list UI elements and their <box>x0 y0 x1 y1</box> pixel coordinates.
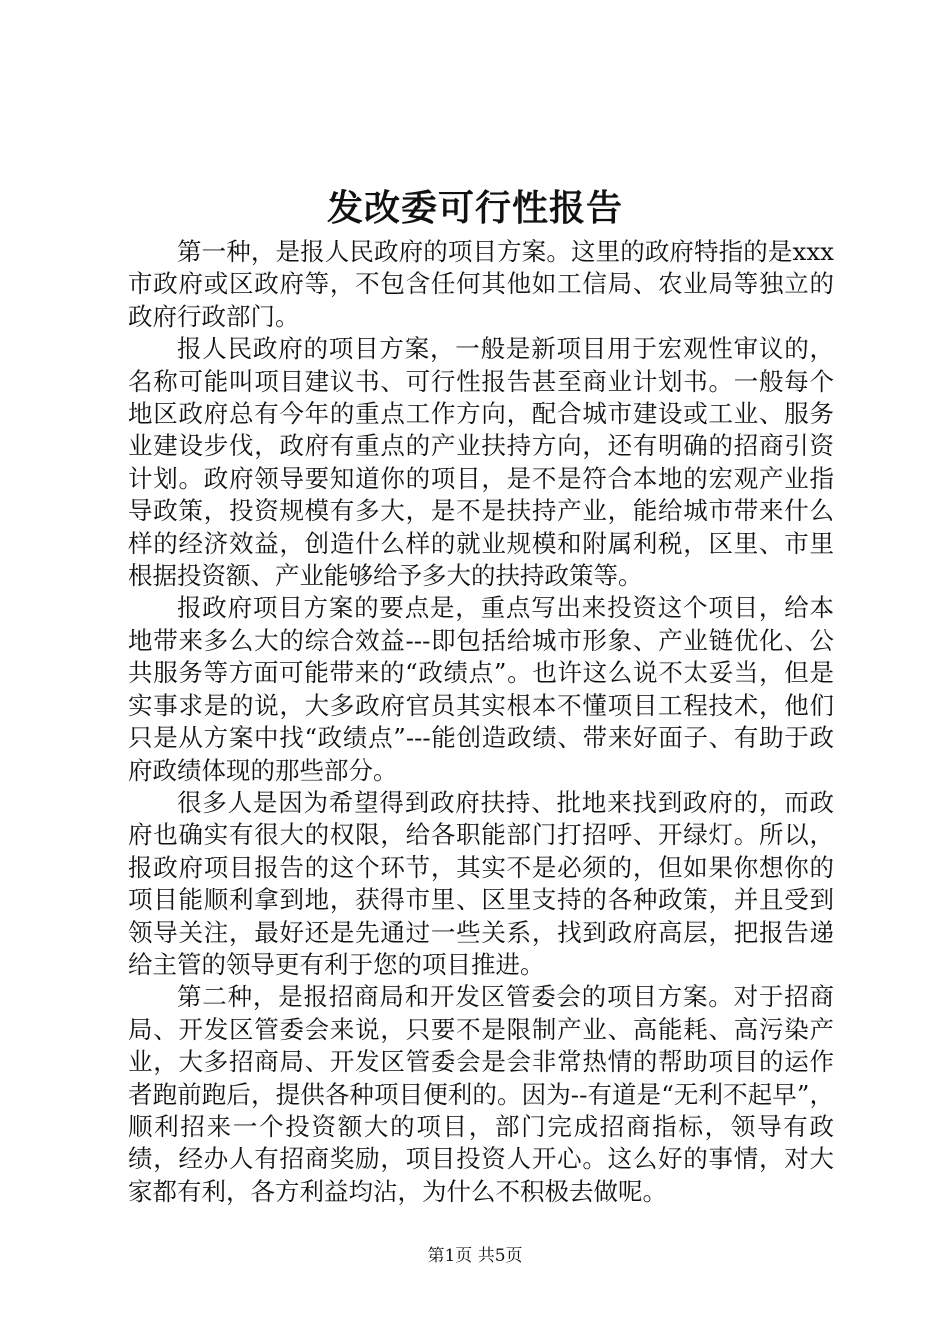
paragraph-5: 第二种，是报招商局和开发区管委会的项目方案。对于招商局、开发区管委会来说，只要不是限制产业、高能耗、高污染产业，大多招商局、开发区管委会是会非常热情的帮助项目的运作者跑前跑后，提供各种项目便利的。因为--有道是“无利不起早”，顺利招来一个投资额大的项目，部门完成招商指标，领导有政绩，经办人有招商奖励，项目投资人开心。这么好的事情，对大家都有利，各方利益均沾，为什么不积极去做呢。 <box>128 982 834 1206</box>
paragraph-1: 第一种，是报人民政府的项目方案。这里的政府特指的是xxx市政府或区政府等，不包含任何其他如工信局、农业局等独立的政府行政部门。 <box>128 237 834 331</box>
paragraph-2: 报人民政府的项目方案，一般是新项目用于宏观性审议的，名称可能叫项目建议书、可行性报告甚至商业计划书。一般每个地区政府总有今年的重点工作方向，配合城市建设或工业、服务业建设步伐，政府有重点的产业扶持方向，还有明确的招商引资计划。政府领导要知道你的项目，是不是符合本地的宏观产业指导政策，投资规模有多大，是不是扶持产业，能给城市带来什么样的经济效益，创造什么样的就业规模和附属利税，区里、市里根据投资额、产业能够给予多大的扶持政策等。 <box>128 334 834 591</box>
page-number-footer: 第1页 共5页 <box>427 1246 523 1266</box>
document-title: 发改委可行性报告 <box>326 187 623 229</box>
document-body <box>128 236 834 1208</box>
paragraph-4: 很多人是因为希望得到政府扶持、批地来找到政府的，而政府也确实有很大的权限，给各职能部门打招呼、开绿灯。所以，报政府项目报告的这个环节，其实不是必须的，但如果你想你的项目能顺利拿到地，获得市里、区里支持的各种政策，并且受到领导关注，最好还是先通过一些关系，找到政府高层，把报告递给主管的领导更有利于您的项目推进。 <box>128 787 834 979</box>
paragraph-3: 报政府项目方案的要点是，重点写出来投资这个项目，给本地带来多么大的综合效益---即包括给城市形象、产业链优化、公共服务等方面可能带来的“政绩点”。也许这么说不太妥当，但是实事求是的说，大多政府官员其实根本不懂项目工程技术，他们只是从方案中找“政绩点”---能创造政绩、带来好面子、有助于政府政绩体现的那些部分。 <box>128 593 834 785</box>
